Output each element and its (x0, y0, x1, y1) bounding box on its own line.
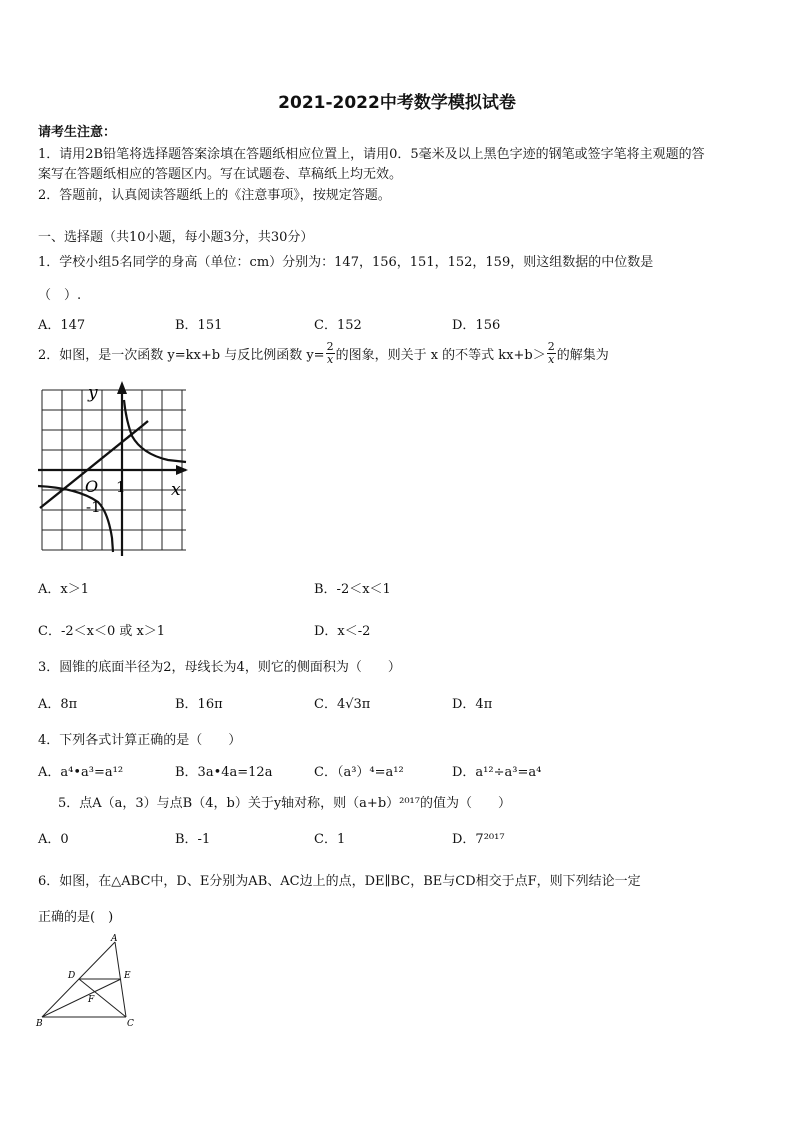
q4-option-d[interactable]: D．a¹²÷a³=a⁴ (452, 765, 542, 780)
point-a-label: A (111, 934, 118, 944)
segment-cd (79, 979, 126, 1017)
q2-fraction-2 (547, 341, 556, 366)
section-heading: 一、选择题（共10小题，每小题3分，共30分） (38, 230, 314, 245)
graph-x-label: x (171, 480, 181, 500)
q1-option-b[interactable]: B．151 (175, 318, 223, 333)
q2-stem-part-c: 的解集为 (556, 348, 609, 363)
q4-option-a[interactable]: A．a⁴•a³=a¹² (38, 765, 124, 780)
y-axis-arrow-icon (117, 381, 127, 394)
q2-option-b[interactable]: B．-2＜x＜1 (314, 582, 391, 597)
q5-option-d[interactable]: D．7²⁰¹⁷ (452, 832, 505, 847)
q4-option-b[interactable]: B．3a•4a=12a (175, 765, 273, 780)
graph-origin-label: O (85, 477, 99, 496)
graph-tick-one: 1 (116, 478, 126, 496)
q2-stem-part-a: 2．如图，是一次函数 y=kx+b 与反比例函数 y= (38, 348, 325, 363)
q2-option-d[interactable]: D．x＜-2 (314, 624, 371, 639)
graph-tick-neg-one: -1 (86, 498, 101, 516)
q4-option-c[interactable]: C．（a³）⁴=a¹² (314, 765, 404, 780)
q1-option-d[interactable]: D．156 (452, 318, 501, 333)
point-e-label: E (124, 971, 131, 981)
notice-heading: 请考生注意： (38, 125, 117, 140)
graph-y-label: y (88, 383, 98, 403)
notice-line-2: 案写在答题纸相应的答题区内。写在试题卷、草稿纸上均无效。 (38, 167, 403, 182)
question-6-stem: 6．如图，在△ABC中，D、E分别为AB、AC边上的点，DE∥BC，BE与CD相交于点F，则下列结论一定 (38, 874, 641, 889)
point-b-label: B (36, 1019, 43, 1028)
q2-fraction-1 (326, 341, 335, 366)
q1-option-a[interactable]: A．147 (38, 318, 86, 333)
question-2-stem (38, 341, 609, 366)
q1-option-c[interactable]: C．152 (314, 318, 362, 333)
q2-frac-den-1: x (326, 353, 334, 366)
question-4-stem: 4．下列各式计算正确的是（ ） (38, 733, 242, 748)
segment-be (42, 979, 121, 1017)
question-6-stem-continued: 正确的是( ) (38, 910, 114, 925)
point-f-label: F (88, 995, 95, 1005)
q6-triangle-figure (34, 932, 144, 1028)
hyperbola-branch-right (124, 400, 186, 462)
notice-line-1: 1．请用2B铅笔将选择题答案涂填在答题纸相应位置上，请用0．5毫米及以上黑色字迹的钢笔或签字笔将主观题的答 (38, 147, 705, 162)
q2-option-a[interactable]: A．x＞1 (38, 582, 89, 597)
q2-frac-num-2: 2 (547, 340, 555, 353)
q2-function-graph (38, 380, 190, 556)
point-d-label: D (68, 971, 76, 981)
q2-stem-part-b: 的图象，则关于 x 的不等式 kx+b＞ (335, 348, 546, 363)
point-c-label: C (127, 1019, 134, 1028)
q3-option-d[interactable]: D．4π (452, 697, 493, 712)
q2-frac-num-1: 2 (326, 340, 334, 353)
q5-option-c[interactable]: C．1 (314, 832, 346, 847)
q3-option-c[interactable]: C．4√3π (314, 697, 371, 712)
notice-line-3: 2．答题前，认真阅读答题纸上的《注意事项》，按规定答题。 (38, 188, 391, 203)
q2-option-c[interactable]: C．-2＜x＜0 或 x＞1 (38, 624, 166, 639)
q3-option-a[interactable]: A．8π (38, 697, 78, 712)
q5-option-a[interactable]: A．0 (38, 832, 69, 847)
q5-option-b[interactable]: B．-1 (175, 832, 211, 847)
question-3-stem: 3．圆锥的底面半径为2，母线长为4，则它的侧面积为（ ） (38, 660, 401, 675)
question-5-stem: 5．点A（a，3）与点B（4，b）关于y轴对称，则（a+b）²⁰¹⁷的值为（ ） (58, 796, 511, 811)
question-1-stem: 1．学校小组5名同学的身高（单位：cm）分别为：147，156，151，152，159，则这组数据的中位数是 (38, 255, 654, 270)
q3-option-b[interactable]: B．16π (175, 697, 223, 712)
q2-frac-den-2: x (548, 353, 555, 366)
question-1-paren: （ ）. (38, 288, 82, 303)
page-title: 2021-2022中考数学模拟试卷 (278, 93, 516, 113)
